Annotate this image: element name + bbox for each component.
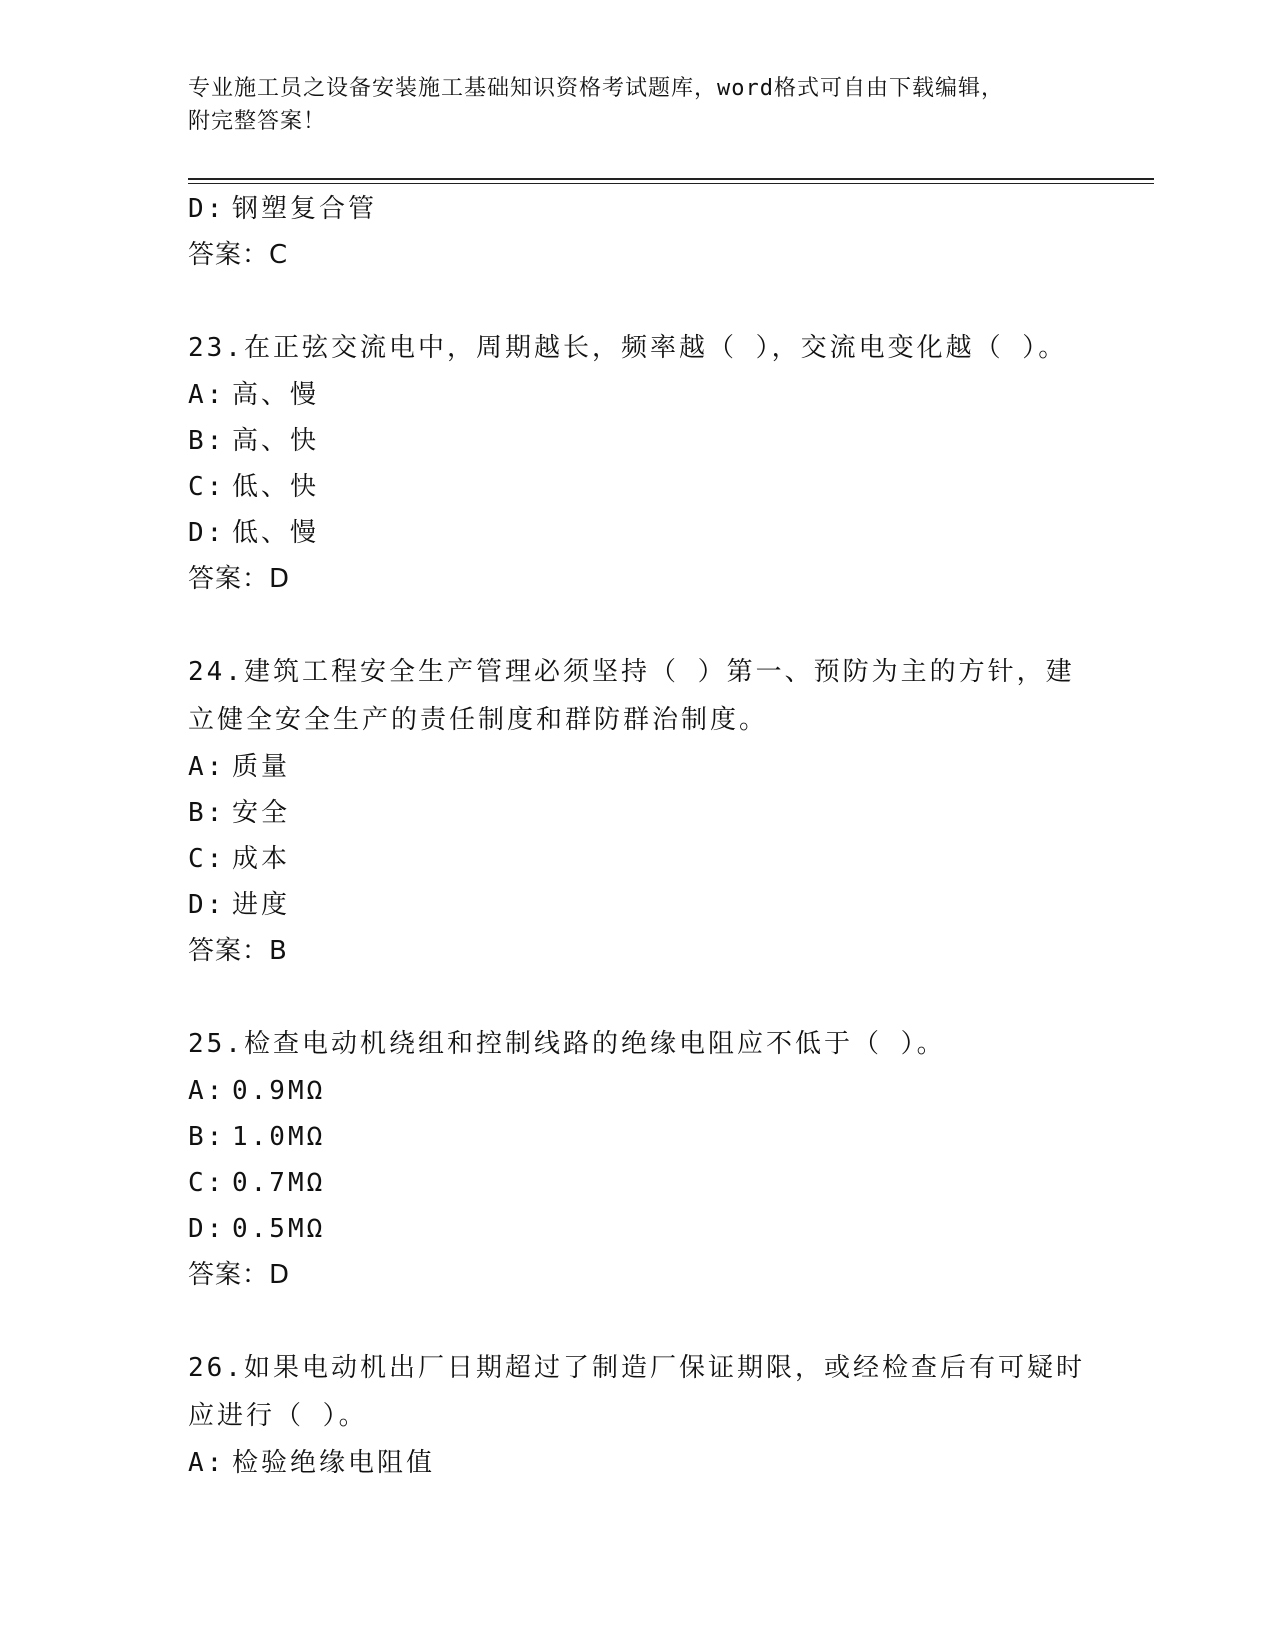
question-spacer xyxy=(188,1298,1088,1344)
option-text: 0.5MΩ xyxy=(232,1214,326,1244)
question-stem: 26.如果电动机出厂日期超过了制造厂保证期限，或经检查后有可疑时 xyxy=(188,1353,1085,1383)
option-key: A: xyxy=(188,380,226,410)
option-key: D: xyxy=(188,518,226,548)
option-text: 质量 xyxy=(232,752,291,782)
option-text: 1.0MΩ xyxy=(232,1122,326,1152)
question-spacer xyxy=(188,278,1088,324)
answer-line: 答案：B xyxy=(188,936,288,966)
prev-question-tail xyxy=(188,186,1088,278)
question-26 xyxy=(188,1344,1088,1486)
option-a xyxy=(188,1068,1088,1114)
option-text: 低、快 xyxy=(232,472,320,502)
header-line-1: 专业施工员之设备安装施工基础知识资格考试题库，word格式可自由下载编辑， xyxy=(188,76,1004,101)
option-text: 0.9MΩ xyxy=(232,1076,326,1106)
option-d xyxy=(188,186,1088,232)
option-c xyxy=(188,1160,1088,1206)
option-a xyxy=(188,1440,1088,1486)
question-25 xyxy=(188,1020,1088,1298)
question-stem: 24.建筑工程安全生产管理必须坚持（ ）第一、预防为主的方针，建 xyxy=(188,657,1075,687)
option-text: 低、慢 xyxy=(232,518,320,548)
question-23 xyxy=(188,324,1088,602)
question-spacer xyxy=(188,602,1088,648)
answer-line: 答案：D xyxy=(188,1260,291,1290)
question-stem: 23.在正弦交流电中，周期越长，频率越（ ），交流电变化越（ ）。 xyxy=(188,333,1068,363)
option-key: A: xyxy=(188,1076,226,1106)
answer-line: 答案：C xyxy=(188,240,289,270)
option-key: A: xyxy=(188,1448,226,1478)
header-line-2: 附完整答案！ xyxy=(188,109,327,134)
question-24 xyxy=(188,648,1088,974)
question-stem-continued: 应进行（ ）。 xyxy=(188,1401,368,1431)
option-b xyxy=(188,418,1088,464)
option-key: C: xyxy=(188,472,226,502)
option-key: C: xyxy=(188,1168,226,1198)
option-text: 0.7MΩ xyxy=(232,1168,326,1198)
option-text: 进度 xyxy=(232,890,291,920)
answer-line: 答案：D xyxy=(188,564,291,594)
option-a xyxy=(188,372,1088,418)
option-key: A: xyxy=(188,752,226,782)
option-text: 成本 xyxy=(232,844,291,874)
option-d xyxy=(188,510,1088,556)
option-c xyxy=(188,836,1088,882)
option-a xyxy=(188,744,1088,790)
option-text: 高、快 xyxy=(232,426,320,456)
header-rule-thick xyxy=(188,178,1154,180)
header-note xyxy=(188,72,1068,138)
option-key: B: xyxy=(188,1122,226,1152)
option-text: 检验绝缘电阻值 xyxy=(232,1448,436,1478)
option-text: 高、慢 xyxy=(232,380,320,410)
question-stem: 25.检查电动机绕组和控制线路的绝缘电阻应不低于（ ）。 xyxy=(188,1029,946,1059)
option-d xyxy=(188,1206,1088,1252)
option-b xyxy=(188,790,1088,836)
question-stem-continued: 立健全安全生产的责任制度和群防群治制度。 xyxy=(188,705,769,735)
option-key: B: xyxy=(188,426,226,456)
header-rule-thin xyxy=(188,183,1154,184)
option-key: B: xyxy=(188,798,226,828)
option-text: 钢塑复合管 xyxy=(232,194,378,224)
question-spacer xyxy=(188,974,1088,1020)
option-key: C: xyxy=(188,844,226,874)
option-key: D: xyxy=(188,890,226,920)
question-content xyxy=(188,186,1088,1486)
option-key: D: xyxy=(188,194,226,224)
option-c xyxy=(188,464,1088,510)
option-text: 安全 xyxy=(232,798,291,828)
option-key: D: xyxy=(188,1214,226,1244)
option-b xyxy=(188,1114,1088,1160)
option-d xyxy=(188,882,1088,928)
